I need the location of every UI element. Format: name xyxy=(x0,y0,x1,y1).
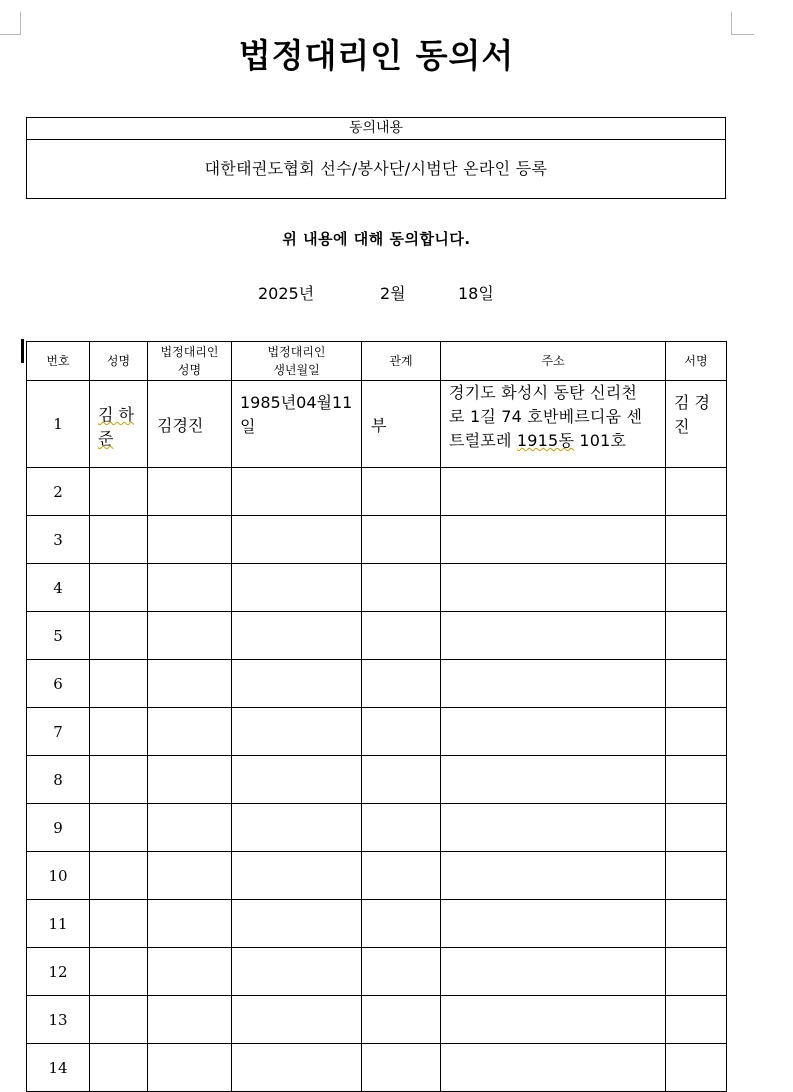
relation-cell[interactable] xyxy=(362,516,441,564)
guardian-birth-cell[interactable] xyxy=(232,516,362,564)
guardian-name-cell[interactable] xyxy=(148,708,232,756)
row-number: 6 xyxy=(27,660,90,708)
table-row xyxy=(27,1044,727,1092)
guardian-name-cell[interactable] xyxy=(148,948,232,996)
guardian-name-cell[interactable] xyxy=(148,900,232,948)
relation-cell[interactable] xyxy=(362,756,441,804)
address-cell[interactable] xyxy=(441,756,666,804)
table-row xyxy=(27,516,727,564)
row-number: 2 xyxy=(27,468,90,516)
signature-cell[interactable] xyxy=(666,1044,727,1092)
guardian-name-cell[interactable] xyxy=(148,996,232,1044)
signature-cell[interactable] xyxy=(666,900,727,948)
guardian-birth-cell[interactable] xyxy=(232,804,362,852)
guardian-birth-cell[interactable] xyxy=(232,612,362,660)
minor-name-cell[interactable] xyxy=(90,948,148,996)
guardian-birth-cell[interactable] xyxy=(232,708,362,756)
minor-name-cell[interactable] xyxy=(90,612,148,660)
guardian-name-cell[interactable] xyxy=(148,756,232,804)
guardian-name: 김경진 xyxy=(157,415,204,435)
relation-cell[interactable] xyxy=(362,900,441,948)
minor-name-part2: 준 xyxy=(98,429,114,448)
guardian-birth-cell[interactable] xyxy=(232,660,362,708)
text-cursor xyxy=(21,339,24,363)
relation-cell[interactable] xyxy=(362,468,441,516)
date-day: 18일 xyxy=(458,284,494,303)
header-guardian-birth xyxy=(232,342,362,381)
signature-cell[interactable] xyxy=(666,660,727,708)
address-cell[interactable] xyxy=(441,996,666,1044)
address-cell[interactable] xyxy=(441,612,666,660)
guardian-birth-cell[interactable] xyxy=(232,948,362,996)
minor-name-cell[interactable] xyxy=(90,708,148,756)
header-name: 성명 xyxy=(90,342,148,381)
relation-cell[interactable] xyxy=(362,948,441,996)
address-line3a: 트럴포레 xyxy=(449,431,517,450)
relation-cell[interactable] xyxy=(362,612,441,660)
row-number: 5 xyxy=(27,612,90,660)
table-row xyxy=(27,900,727,948)
address-cell[interactable] xyxy=(441,1044,666,1092)
minor-name-cell[interactable] xyxy=(90,852,148,900)
minor-name-cell[interactable] xyxy=(90,468,148,516)
guardian-name-cell[interactable] xyxy=(148,804,232,852)
header-guardian-name-line2: 성명 xyxy=(177,363,202,377)
minor-name-cell[interactable] xyxy=(90,516,148,564)
header-guardian-name xyxy=(148,342,232,381)
guardian-name-cell[interactable] xyxy=(148,468,232,516)
address-cell[interactable] xyxy=(441,381,666,468)
guardian-birth-cell[interactable] xyxy=(232,1044,362,1092)
minor-name-cell[interactable] xyxy=(90,564,148,612)
table-row xyxy=(27,381,727,468)
date-year: 2025년 xyxy=(258,284,315,303)
guardian-name-cell[interactable] xyxy=(148,660,232,708)
header-signature: 서명 xyxy=(666,342,727,381)
guardian-name-cell[interactable] xyxy=(148,381,232,468)
guardian-birth-cell[interactable] xyxy=(232,852,362,900)
row-number: 14 xyxy=(27,1044,90,1092)
guardian-name-cell[interactable] xyxy=(148,612,232,660)
row-number: 3 xyxy=(27,516,90,564)
table-header-row xyxy=(27,342,727,381)
relation-cell[interactable] xyxy=(362,708,441,756)
table-row xyxy=(27,468,727,516)
minor-name-cell[interactable] xyxy=(90,804,148,852)
table-row xyxy=(27,612,727,660)
row-number: 7 xyxy=(27,708,90,756)
relation-cell[interactable] xyxy=(362,852,441,900)
row-number: 1 xyxy=(27,381,90,468)
address-cell[interactable] xyxy=(441,708,666,756)
signature-cell[interactable] xyxy=(666,564,727,612)
consent-box xyxy=(26,117,726,199)
signature-cell[interactable] xyxy=(666,996,727,1044)
header-relation: 관계 xyxy=(362,342,441,381)
document-title: 법정대리인 동의서 xyxy=(238,36,515,75)
guardian-birth-cell[interactable] xyxy=(232,564,362,612)
guardian-name-cell[interactable] xyxy=(148,564,232,612)
minor-name-cell[interactable] xyxy=(90,381,148,468)
row-number: 8 xyxy=(27,756,90,804)
row-number: 12 xyxy=(27,948,90,996)
table-row xyxy=(27,804,727,852)
address-cell[interactable] xyxy=(441,948,666,996)
row-number: 13 xyxy=(27,996,90,1044)
date-month: 2월 xyxy=(380,284,406,303)
relation-cell[interactable] xyxy=(362,660,441,708)
table-row xyxy=(27,660,727,708)
relation-cell[interactable] xyxy=(362,381,441,468)
row-number: 10 xyxy=(27,852,90,900)
guardian-table xyxy=(26,341,727,1092)
address-cell[interactable] xyxy=(441,900,666,948)
row-number: 11 xyxy=(27,900,90,948)
address-cell[interactable] xyxy=(441,468,666,516)
signature-cell[interactable] xyxy=(666,852,727,900)
signature-cell[interactable] xyxy=(666,381,727,468)
minor-name-cell[interactable] xyxy=(90,756,148,804)
signature-line2: 진 xyxy=(674,417,690,436)
address-line1: 경기도 화성시 동탄 신리천 xyxy=(449,383,638,402)
guardian-birth-cell[interactable] xyxy=(232,756,362,804)
address-cell[interactable] xyxy=(441,660,666,708)
relation-cell[interactable] xyxy=(362,1044,441,1092)
guardian-name-cell[interactable] xyxy=(148,516,232,564)
agreement-statement: 위 내용에 대해 동의합니다. xyxy=(282,230,471,248)
header-number: 번호 xyxy=(27,342,90,381)
relation-value: 부 xyxy=(371,415,387,435)
signature-cell[interactable] xyxy=(666,468,727,516)
header-address: 주소 xyxy=(441,342,666,381)
header-guardian-name-line1: 법정대리인 xyxy=(160,345,219,359)
signature-cell[interactable] xyxy=(666,948,727,996)
table-row xyxy=(27,852,727,900)
consent-content: 대한태권도협회 선수/봉사단/시범단 온라인 등록 xyxy=(204,159,548,178)
row-number: 9 xyxy=(27,804,90,852)
minor-name-part1: 김 하 xyxy=(98,405,134,424)
signature-line1: 김 경 xyxy=(674,393,710,412)
guardian-birth-line2: 일 xyxy=(240,417,256,436)
address-line2: 로 1길 74 호반베르디움 센 xyxy=(449,407,643,426)
signature-cell[interactable] xyxy=(666,516,727,564)
address-cell[interactable] xyxy=(441,516,666,564)
relation-cell[interactable] xyxy=(362,564,441,612)
guardian-birth-cell[interactable] xyxy=(232,468,362,516)
guardian-name-cell[interactable] xyxy=(148,852,232,900)
minor-name-cell[interactable] xyxy=(90,1044,148,1092)
address-line3b: 1915동 xyxy=(516,431,575,450)
row-number: 4 xyxy=(27,564,90,612)
table-row xyxy=(27,948,727,996)
signature-cell[interactable] xyxy=(666,804,727,852)
minor-name-cell[interactable] xyxy=(90,996,148,1044)
address-cell[interactable] xyxy=(441,852,666,900)
relation-cell[interactable] xyxy=(362,996,441,1044)
table-row xyxy=(27,756,727,804)
consent-header: 동의내용 xyxy=(27,118,725,140)
guardian-name-cell[interactable] xyxy=(148,1044,232,1092)
header-guardian-birth-line2: 생년월일 xyxy=(273,363,320,377)
header-guardian-birth-line1: 법정대리인 xyxy=(267,345,326,359)
minor-name-cell[interactable] xyxy=(90,900,148,948)
guardian-birth-cell[interactable] xyxy=(232,996,362,1044)
signature-cell[interactable] xyxy=(666,756,727,804)
address-cell[interactable] xyxy=(441,564,666,612)
guardian-birth-cell[interactable] xyxy=(232,381,362,468)
table-row xyxy=(27,708,727,756)
signature-cell[interactable] xyxy=(666,612,727,660)
table-row xyxy=(27,564,727,612)
table-row xyxy=(27,996,727,1044)
relation-cell[interactable] xyxy=(362,804,441,852)
guardian-birth-line1: 1985년04월11 xyxy=(240,393,353,412)
guardian-birth-cell[interactable] xyxy=(232,900,362,948)
signature-cell[interactable] xyxy=(666,708,727,756)
minor-name-cell[interactable] xyxy=(90,660,148,708)
address-cell[interactable] xyxy=(441,804,666,852)
address-line3c: 101호 xyxy=(574,431,627,450)
